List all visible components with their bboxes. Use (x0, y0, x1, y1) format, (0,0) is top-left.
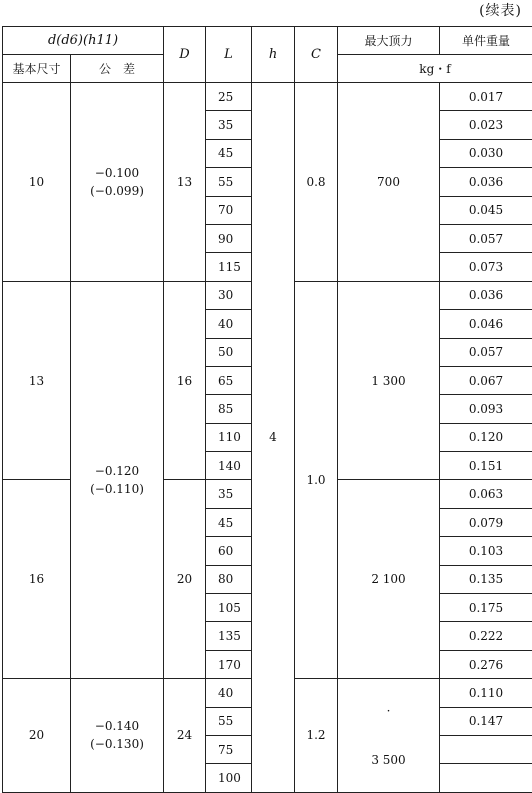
L-cell: 100 (206, 764, 252, 792)
basic-size-cell: 10 (3, 83, 71, 282)
L-cell: 40 (206, 679, 252, 707)
unit-weight-cell: 0.120 (440, 423, 532, 451)
L-cell: 70 (206, 196, 252, 224)
unit-weight-cell: 0.110 (440, 679, 532, 707)
tolerance-value: (−0.099) (71, 182, 163, 200)
L-cell: 40 (206, 310, 252, 338)
unit-weight-cell: 0.222 (440, 622, 532, 650)
unit-weight-cell: 0.057 (440, 224, 532, 252)
L-cell: 60 (206, 537, 252, 565)
L-cell: 115 (206, 253, 252, 281)
unit-weight-cell: 0.023 (440, 111, 532, 139)
L-cell: 35 (206, 111, 252, 139)
tolerance-cell (71, 281, 164, 678)
max-force-cell: 2 100 (338, 480, 440, 679)
D-cell: 16 (164, 281, 206, 480)
L-cell: 45 (206, 139, 252, 167)
C-cell: 1.2 (295, 679, 338, 793)
L-cell: 55 (206, 707, 252, 735)
L-cell: 55 (206, 168, 252, 196)
max-force-cell: 700 (338, 83, 440, 282)
D-cell: 20 (164, 480, 206, 679)
header-unit-weight: 单件重量 (440, 27, 532, 55)
unit-weight-cell (440, 764, 532, 792)
L-cell: 110 (206, 423, 252, 451)
C-cell: 0.8 (295, 83, 338, 282)
tolerance-value: (−0.130) (71, 735, 163, 753)
L-cell: 105 (206, 594, 252, 622)
unit-weight-cell: 0.017 (440, 83, 532, 111)
tolerance-value: −0.140 (71, 717, 163, 735)
unit-weight-cell: 0.045 (440, 196, 532, 224)
spec-table (2, 26, 532, 793)
table-row (3, 83, 532, 111)
unit-weight-cell: 0.093 (440, 395, 532, 423)
header-unit: kg・f (338, 55, 532, 83)
max-force-cell (338, 679, 440, 793)
unit-weight-cell: 0.063 (440, 480, 532, 508)
header-tolerance: 公 差 (71, 55, 164, 83)
C-cell: 1.0 (295, 281, 338, 678)
unit-weight-cell: 0.135 (440, 565, 532, 593)
h-cell: 4 (252, 83, 295, 793)
tolerance-cell (71, 83, 164, 282)
tolerance-value: (−0.110) (71, 480, 163, 498)
unit-weight-cell (440, 735, 532, 763)
L-cell: 45 (206, 508, 252, 536)
unit-weight-cell: 0.276 (440, 650, 532, 678)
tolerance-cell (71, 679, 164, 793)
L-cell: 90 (206, 224, 252, 252)
D-cell: 13 (164, 83, 206, 282)
basic-size-cell: 13 (3, 281, 71, 480)
header-D: D (164, 27, 206, 83)
L-cell: 170 (206, 650, 252, 678)
L-cell: 140 (206, 452, 252, 480)
L-cell: 30 (206, 281, 252, 309)
unit-weight-cell: 0.103 (440, 537, 532, 565)
unit-weight-cell: 0.073 (440, 253, 532, 281)
L-cell: 25 (206, 83, 252, 111)
max-force-value: 3 500 (338, 753, 439, 767)
L-cell: 35 (206, 480, 252, 508)
header-basic-size: 基本尺寸 (3, 55, 71, 83)
force-mark: · (338, 703, 439, 719)
unit-weight-cell: 0.046 (440, 310, 532, 338)
unit-weight-cell: 0.067 (440, 366, 532, 394)
unit-weight-cell: 0.036 (440, 281, 532, 309)
header-d-group: d(d6)(h11) (3, 27, 164, 55)
header-h: h (252, 27, 295, 83)
tolerance-value: −0.100 (71, 164, 163, 182)
L-cell: 50 (206, 338, 252, 366)
unit-weight-cell: 0.036 (440, 168, 532, 196)
continued-label: (续表) (479, 0, 522, 20)
header-C: C (295, 27, 338, 83)
unit-weight-cell: 0.151 (440, 452, 532, 480)
unit-weight-cell: 0.030 (440, 139, 532, 167)
unit-weight-cell: 0.147 (440, 707, 532, 735)
unit-weight-cell: 0.175 (440, 594, 532, 622)
L-cell: 135 (206, 622, 252, 650)
header-max-force: 最大顶力 (338, 27, 440, 55)
basic-size-cell: 16 (3, 480, 71, 679)
L-cell: 85 (206, 395, 252, 423)
unit-weight-cell: 0.057 (440, 338, 532, 366)
tolerance-value: −0.120 (71, 462, 163, 480)
unit-weight-cell: 0.079 (440, 508, 532, 536)
L-cell: 75 (206, 735, 252, 763)
header-L: L (206, 27, 252, 83)
L-cell: 80 (206, 565, 252, 593)
D-cell: 24 (164, 679, 206, 793)
L-cell: 65 (206, 366, 252, 394)
basic-size-cell: 20 (3, 679, 71, 793)
max-force-cell: 1 300 (338, 281, 440, 480)
